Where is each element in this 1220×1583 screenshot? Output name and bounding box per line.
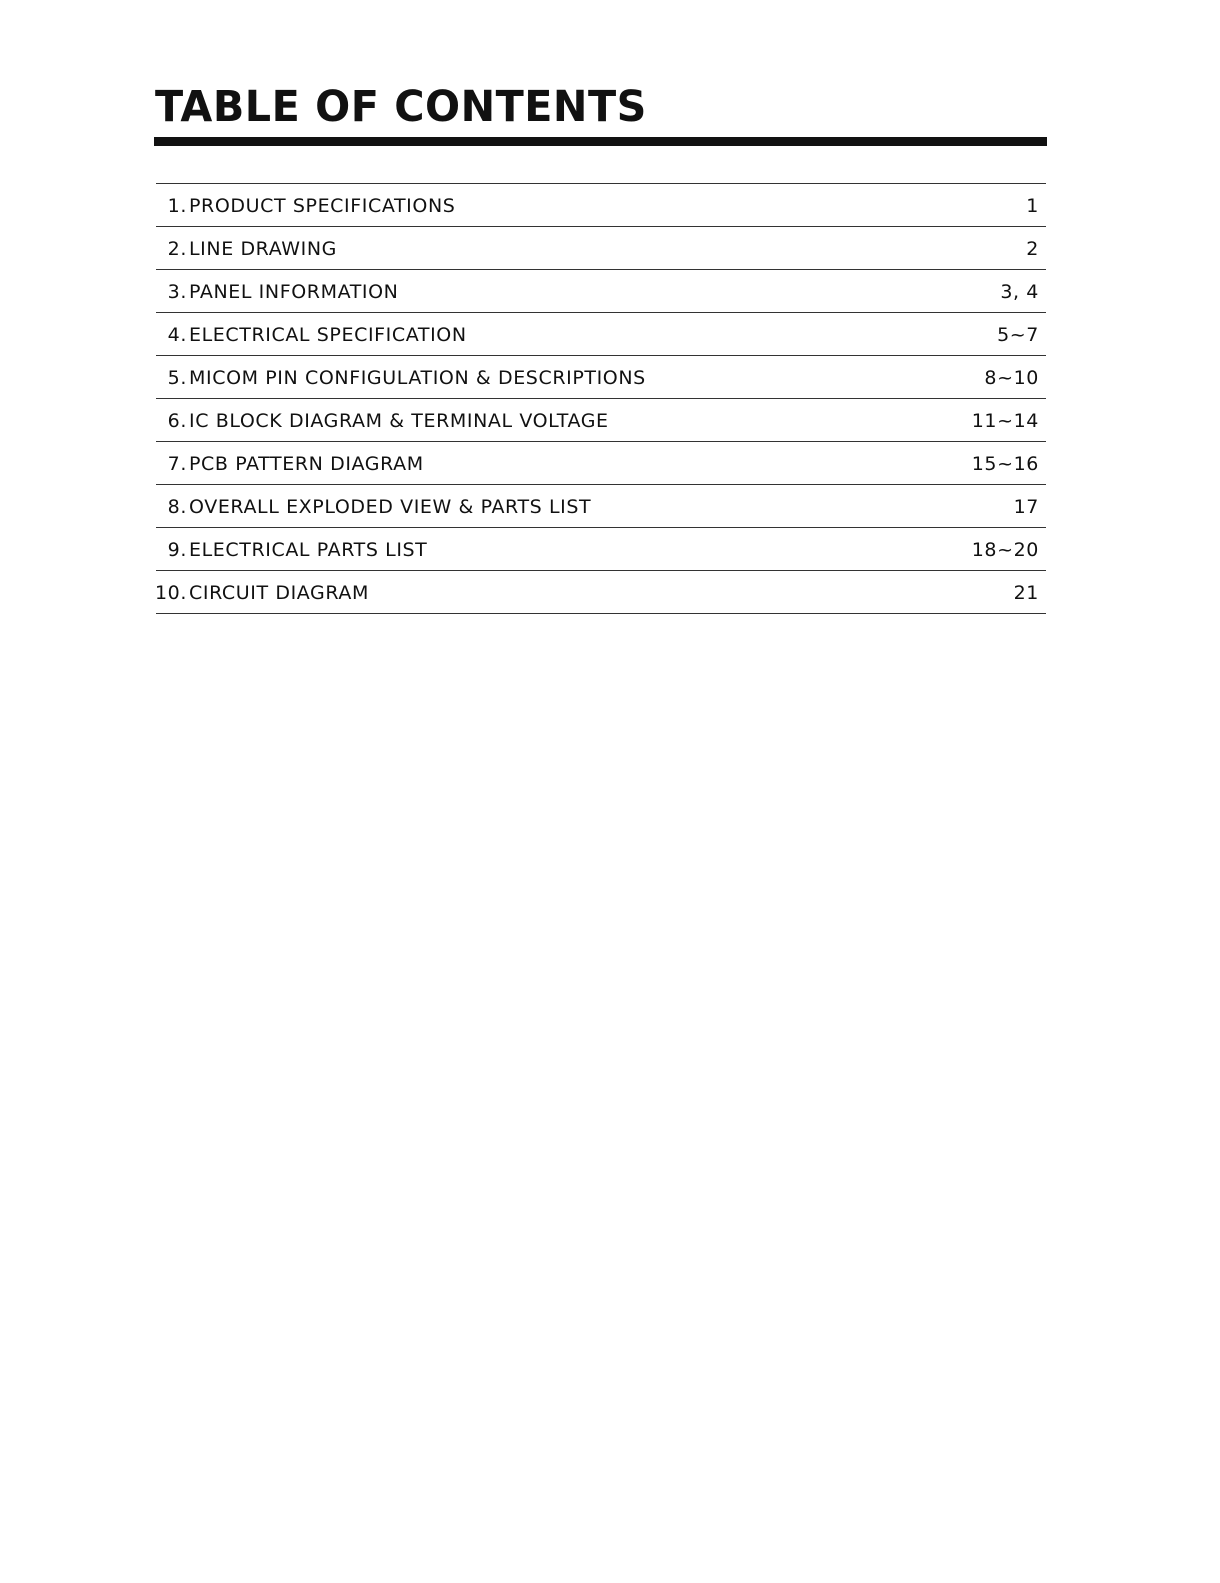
toc-entry-number: 6. — [167, 410, 187, 432]
table-of-contents — [156, 183, 1046, 614]
toc-entry-page: 1 — [1026, 195, 1039, 217]
toc-entry-page: 15~16 — [971, 453, 1039, 475]
toc-entry-label: ELECTRICAL SPECIFICATION — [189, 324, 467, 346]
toc-entry-page: 3, 4 — [1000, 281, 1039, 303]
toc-entry-electrical-specification[interactable] — [156, 313, 1046, 356]
toc-entry-number: 10. — [154, 582, 187, 604]
toc-entry-label: LINE DRAWING — [189, 238, 337, 260]
toc-entry-number: 7. — [167, 453, 187, 475]
toc-entry-label: OVERALL EXPLODED VIEW & PARTS LIST — [189, 496, 592, 518]
toc-entry-overall-exploded-view[interactable] — [156, 485, 1046, 528]
toc-entry-electrical-parts-list[interactable] — [156, 528, 1046, 571]
toc-entry-page: 21 — [1013, 582, 1039, 604]
toc-entry-number: 8. — [167, 496, 187, 518]
page-title: TABLE OF CONTENTS — [155, 82, 647, 132]
toc-entry-label: ELECTRICAL PARTS LIST — [189, 539, 428, 561]
toc-entry-pcb-pattern-diagram[interactable] — [156, 442, 1046, 485]
toc-entry-label: CIRCUIT DIAGRAM — [189, 582, 369, 604]
toc-entry-label: MICOM PIN CONFIGULATION & DESCRIPTIONS — [189, 367, 646, 389]
toc-entry-product-specifications[interactable] — [156, 184, 1046, 227]
title-rule — [154, 137, 1047, 146]
toc-entry-page: 11~14 — [971, 410, 1039, 432]
toc-entry-panel-information[interactable] — [156, 270, 1046, 313]
toc-entry-circuit-diagram[interactable] — [156, 571, 1046, 614]
toc-entry-number: 2. — [167, 238, 187, 260]
toc-entry-page: 5~7 — [997, 324, 1039, 346]
toc-entry-number: 1. — [167, 195, 187, 217]
toc-entry-label: PCB PATTERN DIAGRAM — [189, 453, 424, 475]
toc-entry-line-drawing[interactable] — [156, 227, 1046, 270]
toc-entry-ic-block-diagram[interactable] — [156, 399, 1046, 442]
toc-entry-label: IC BLOCK DIAGRAM & TERMINAL VOLTAGE — [189, 410, 609, 432]
toc-entry-label: PRODUCT SPECIFICATIONS — [189, 195, 456, 217]
toc-entry-number: 4. — [167, 324, 187, 346]
toc-entry-page: 18~20 — [971, 539, 1039, 561]
toc-entry-number: 5. — [167, 367, 187, 389]
toc-entry-page: 17 — [1013, 496, 1039, 518]
toc-entry-label: PANEL INFORMATION — [189, 281, 399, 303]
toc-entry-page: 8~10 — [984, 367, 1039, 389]
toc-entry-number: 3. — [167, 281, 187, 303]
toc-entry-page: 2 — [1026, 238, 1039, 260]
toc-entry-number: 9. — [167, 539, 187, 561]
toc-entry-micom-pin-configulation[interactable] — [156, 356, 1046, 399]
